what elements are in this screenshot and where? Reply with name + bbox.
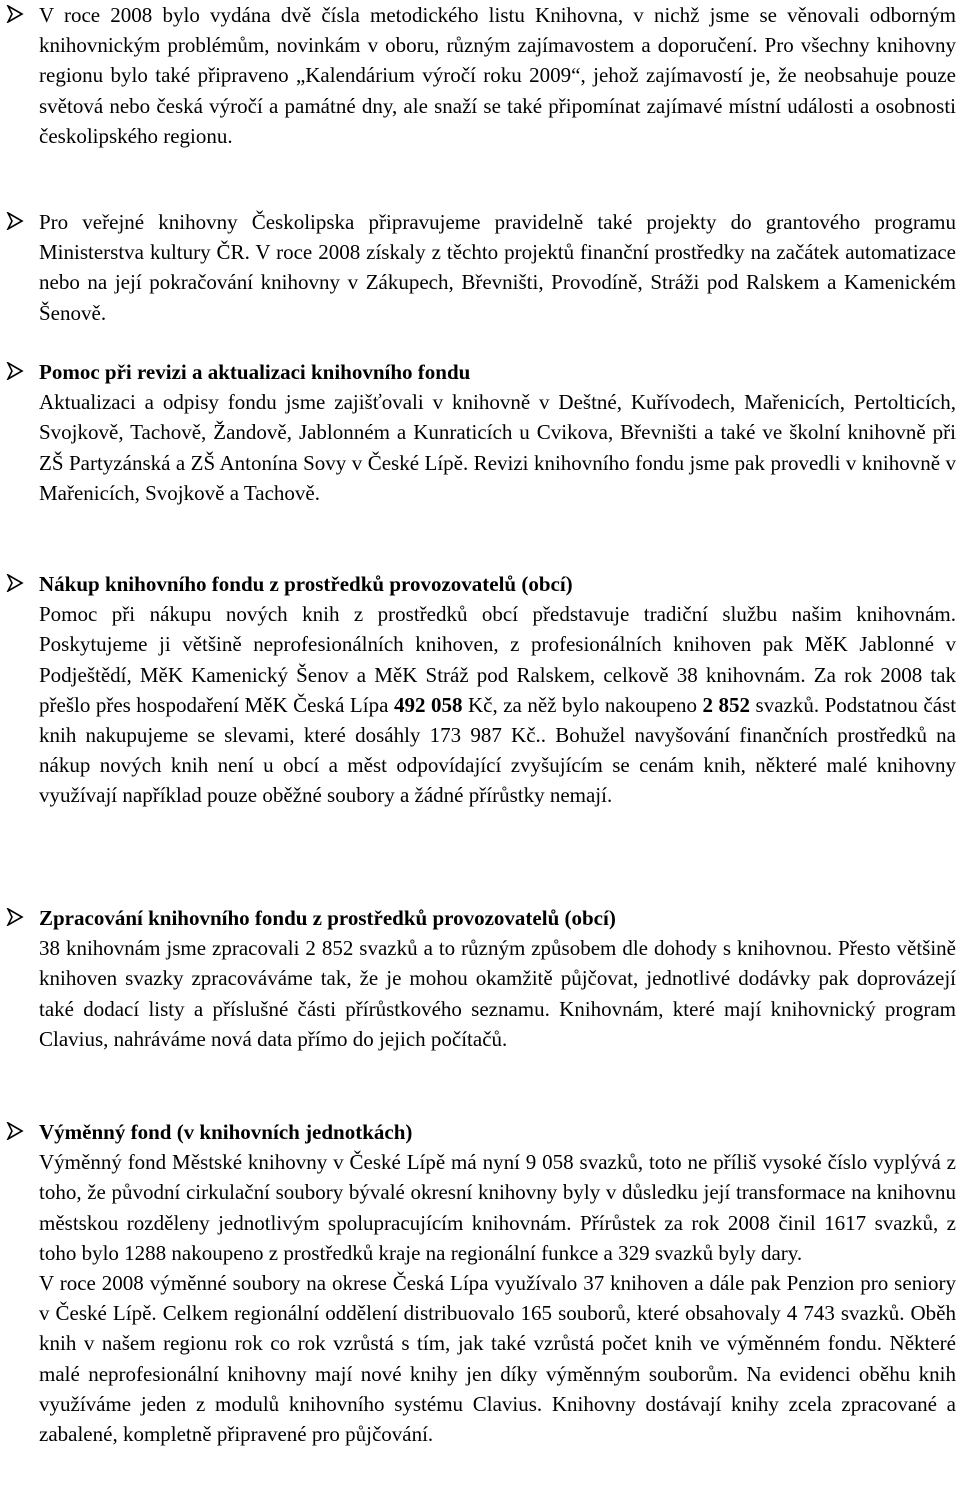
section-zpracovani <box>0 903 960 1054</box>
paragraph: 38 knihovnám jsme zpracovali 2 852 svazků a to různým způsobem dle dohody s knihovnou. Přesto většině knihoven svazky zpracováváme tak, že je mohou okamžitě půjčovat, jednotlivé dodávky pak doprovázejí také dodací listy a příslušné části přírůstkového seznamu. Knihovnám, které mají knihovnický program Clavius, nahráváme nová data přímo do jejich počítačů. <box>39 936 956 1051</box>
section-nakup <box>0 569 960 811</box>
arrowhead-bullet-icon <box>6 908 24 926</box>
paragraph: Pro veřejné knihovny Českolipska připravujeme pravidelně také projekty do grantového programu Ministerstva kultury ČR. V roce 2008 získaly z těchto projektů finanční prostředky na začátek automatizace nebo na její pokračování knihovny v Zákupech, Břevništi, Provodíně, Stráži pod Ralskem a Kamenickém Šenově. <box>39 210 956 325</box>
arrowhead-bullet-icon <box>6 362 24 380</box>
section-revize <box>0 357 960 508</box>
paragraph-text: Pomoc při nákupu nových knih z prostředků obcí představuje tradiční službu našim knihovnám. Poskytujeme ji většině neprofesionálních knihoven, z profesionálních knihoven pak MěK Jablonné v Podještědí, MěK Kamenický Šenov a MěK Stráž pod Ralskem, celkově 38 knihovnám. Za rok 2008 tak přešlo přes hospodaření MěK Česká Lípa <box>39 602 956 717</box>
paragraph: V roce 2008 výměnné soubory na okrese Česká Lípa využívalo 37 knihoven a dále pak Penzion pro seniory v České Lípě. Celkem regionální oddělení distribuovalo 165 souborů, které obsahovaly 4 743 svazků. Oběh knih v našem regionu rok co rok vzrůstá s tím, jak také vzrůstá počet knih ve výměnném fondu. Některé malé neprofesionální knihovny mají nové knihy jen díky výměnným souborům. Na evidenci oběhu knih využíváme jeden z modulů knihovního systému Clavius. Knihovny dostávají knihy zcela zpracované a zabalené, kompletně připravené pro půjčování. <box>39 1271 956 1447</box>
paragraph: Výměnný fond Městské knihovny v České Lípě má nyní 9 058 svazků, toto ne příliš vysoké číslo vyplývá z toho, že původní cirkulační soubory bývalé okresní knihovny byly v důsledku její transformace na knihovnu městskou rozděleny jednotlivým spolupracujícím knihovnám. Přírůstek za rok 2008 činil 1617 svazků, z toho bylo 1288 nakoupeno z prostředků kraje na regionální funkce a 329 svazků byly dary. <box>39 1150 956 1265</box>
arrowhead-bullet-icon <box>6 212 24 230</box>
paragraph: V roce 2008 bylo vydána dvě čísla metodického listu Knihovna, v nichž jsme se věnovali odborným knihovnickým problémům, novinkám v oboru, různým zajímavostem a doporučení. Pro všechny knihovny regionu bylo také připraveno „Kalendárium výročí roku 2009“, jehož zajímavostí je, že neobsahuje pouze světová nebo česká výročí a památné dny, ale snaží se také připomínat zajímavé místní události a osobnosti českolipského regionu. <box>39 3 956 148</box>
paragraph: Aktualizaci a odpisy fondu jsme zajišťovali v knihovně v Deštné, Kuřívodech, Mařenicích, Pertolticích, Svojkově, Tachově, Žandově, Jablonném a Kunraticích u Cvikova, Břevništi a také ve školní knihovně při ZŠ Partyzánská a ZŠ Antonína Sovy v České Lípě. Revizi knihovního fondu jsme pak provedli v knihovně v Mařenicích, Svojkově a Tachově. <box>39 390 956 505</box>
section-vymenny-fond <box>0 1117 960 1449</box>
amount-value: 492 058 <box>393 692 463 717</box>
section-heading: Zpracování knihovního fondu z prostředků provozovatelů (obcí) <box>39 906 616 930</box>
arrowhead-bullet-icon <box>6 574 24 592</box>
bullet-item-metodicky-list <box>0 0 960 151</box>
paragraph-text: svazků. Podstatnou část knih nakupujeme se slevami, které dosáhly 173 987 Kč.. Bohužel navyšování finančních prostředků na nákup nových knih není u obcí a měst odpovídající zvyšujícím se cenám knih, některé malé knihovny využívají například pouze oběžné soubory a žádné přírůstky nemají. <box>39 692 957 808</box>
bullet-item-projekty <box>0 207 960 328</box>
arrowhead-bullet-icon <box>6 1122 24 1140</box>
arrowhead-bullet-icon <box>6 5 24 23</box>
section-heading: Výměnný fond (v knihovních jednotkách) <box>39 1120 413 1144</box>
paragraph-text: Kč, za něž bylo nakoupeno <box>467 692 697 717</box>
paragraph <box>39 599 956 810</box>
volumes-value: 2 852 <box>702 692 750 717</box>
section-heading: Nákup knihovního fondu z prostředků provozovatelů (obcí) <box>39 572 573 596</box>
section-heading: Pomoc při revizi a aktualizaci knihovního fondu <box>39 360 471 384</box>
